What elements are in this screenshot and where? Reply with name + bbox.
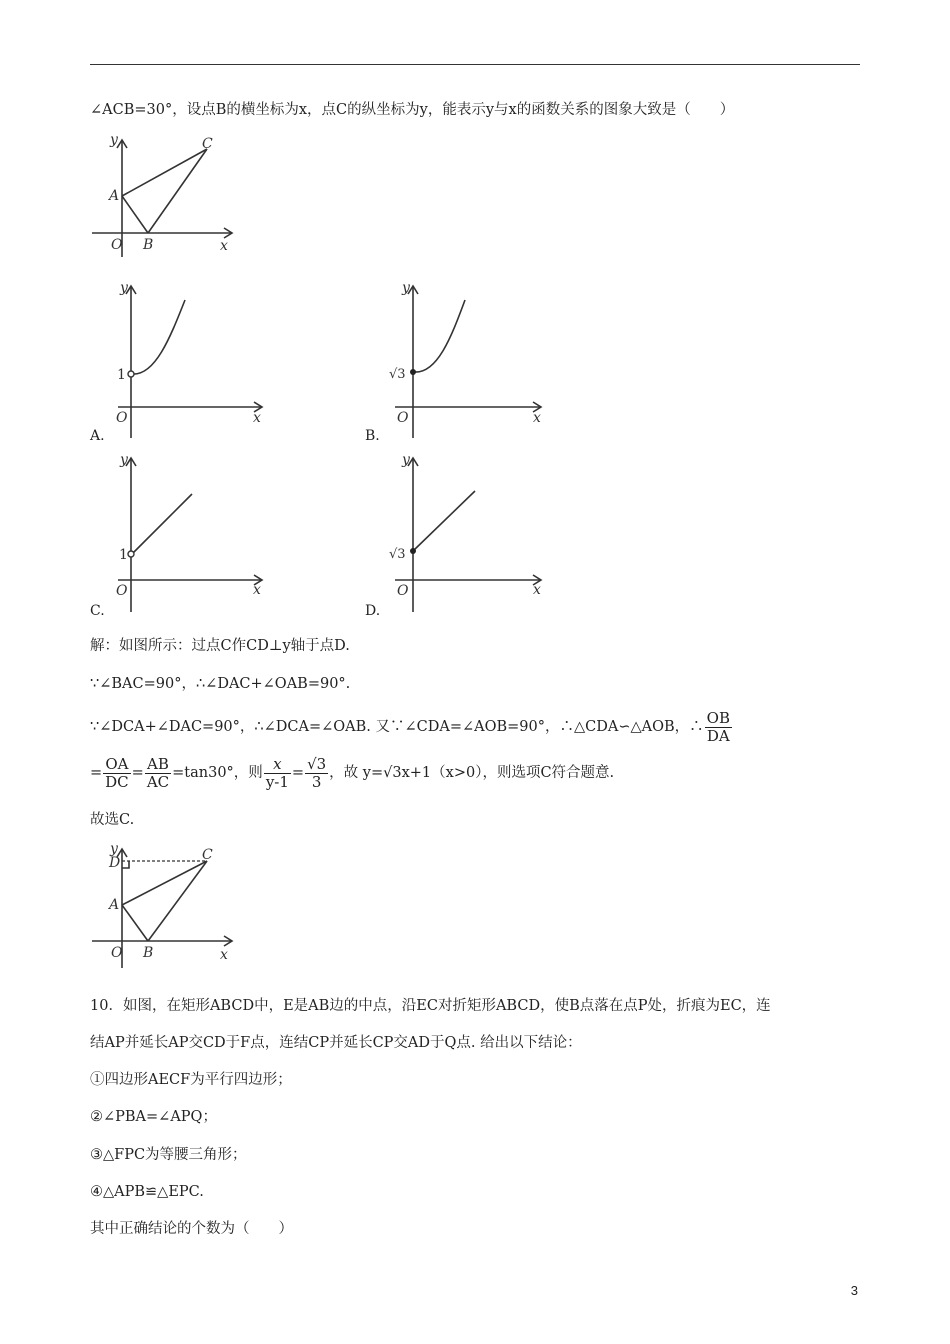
frac-ob-da: [705, 710, 732, 745]
frac-ab-den: AC: [146, 772, 170, 791]
sol-fig-d: D: [109, 855, 121, 871]
question9-stem: ∠ACB=30°，设点B的横坐标为x，点C的纵坐标为y，能表示y与x的函数关系的图象大致是（ ）: [90, 102, 735, 118]
sol-fig-a: A: [109, 897, 120, 913]
sol-fig-o: O: [111, 945, 123, 961]
sol-fig-c: C: [202, 847, 213, 863]
frac-x-num: x: [264, 756, 291, 774]
frac-ob-num: OB: [706, 708, 730, 727]
opt-b-x: x: [533, 410, 541, 426]
opt-d-intercept: √3: [389, 547, 406, 562]
frac-x-y: [264, 756, 291, 791]
opt-c-o: O: [116, 583, 128, 599]
fig-label-b: B: [143, 237, 154, 253]
question10-ask: 其中正确结论的个数为（ ）: [90, 1221, 293, 1237]
conclusion-1: ①四边形AECF为平行四边形；: [90, 1072, 292, 1088]
solution-line2: ∵∠BAC=90°，∴∠DAC+∠OAB=90°.: [90, 676, 351, 692]
fig-label-x: x: [220, 238, 228, 254]
opt-b-y: y: [402, 280, 410, 296]
frac-ab-num: AB: [145, 756, 171, 774]
fig-label-a: A: [109, 188, 120, 204]
frac-root3-3: [305, 756, 328, 791]
opt-b-intercept: √3: [389, 367, 406, 382]
solution-conclusion: ，故 y=√3x+1（x>0），则选项C符合题意.: [329, 765, 615, 781]
solution-line5: 故选C.: [90, 812, 135, 828]
opt-a-o: O: [116, 410, 128, 426]
conclusion-3: ③△FPC为等腰三角形；: [90, 1147, 247, 1163]
fig-label-y: y: [110, 132, 118, 148]
frac-oa-dc: [103, 756, 131, 791]
option-c-graph: [110, 450, 270, 615]
eq1: =: [90, 765, 103, 781]
solution-figure: [90, 843, 240, 973]
solution-line4: [90, 755, 614, 791]
conclusion-4: ④△APB≌△EPC.: [90, 1184, 204, 1200]
question10-line1: 10．如图，在矩形ABCD中，E是AB边的中点，沿EC对折矩形ABCD，使B点落在点P处，折痕为EC，连: [90, 998, 771, 1014]
solution-line3-text: ∵∠DCA+∠DAC=90°，∴∠DCA=∠OAB. 又∵∠CDA=∠AOB=90°，∴△CDA∽△AOB，∴: [90, 719, 704, 735]
opt-b-o: O: [397, 410, 409, 426]
frac-ab-ac: [145, 756, 171, 791]
solution-line1: 解：如图所示：过点C作CD⊥y轴于点D.: [90, 638, 350, 654]
eq3: =: [291, 765, 305, 781]
opt-c-y: y: [120, 452, 128, 468]
opt-d-y: y: [402, 452, 410, 468]
frac-r-den: 3: [311, 772, 322, 791]
opt-d-o: O: [397, 583, 409, 599]
fig-label-c: C: [202, 136, 213, 152]
frac-ob-den: DA: [706, 726, 730, 745]
eq2: =: [131, 765, 144, 781]
option-b-graph: [385, 278, 545, 443]
option-a-graph: [110, 278, 270, 443]
frac-oa-num: OA: [103, 756, 131, 774]
solution-line3: [90, 709, 733, 745]
sol-fig-b: B: [143, 945, 154, 961]
header-rule: [90, 64, 860, 65]
page-number: 3: [850, 1283, 858, 1298]
question10-line2: 结AP并延长AP交CD于F点，连结CP并延长CP交AD于Q点. 给出以下结论：: [90, 1035, 582, 1051]
conclusion-2: ②∠PBA=∠APQ；: [90, 1109, 217, 1125]
frac-x-den: y-1: [265, 772, 289, 791]
opt-d-x: x: [533, 582, 541, 598]
opt-a-x: x: [253, 410, 261, 426]
opt-a-intercept: 1: [117, 367, 126, 383]
tan-text: =tan30°，则: [172, 765, 263, 781]
opt-a-y: y: [120, 280, 128, 296]
opt-c-intercept: 1: [119, 547, 128, 563]
sol-fig-y: y: [110, 843, 118, 857]
frac-oa-den: DC: [105, 772, 129, 791]
option-d-graph: [385, 450, 545, 615]
option-d-letter: D.: [365, 603, 381, 619]
fig-label-o: O: [111, 237, 123, 253]
option-b-letter: B.: [365, 428, 380, 444]
opt-c-x: x: [253, 582, 261, 598]
option-c-letter: C.: [90, 603, 105, 619]
option-a-letter: A.: [90, 428, 105, 444]
sol-fig-x: x: [220, 947, 228, 963]
frac-r-num: √3: [307, 754, 327, 773]
question9-figure: [90, 132, 240, 262]
